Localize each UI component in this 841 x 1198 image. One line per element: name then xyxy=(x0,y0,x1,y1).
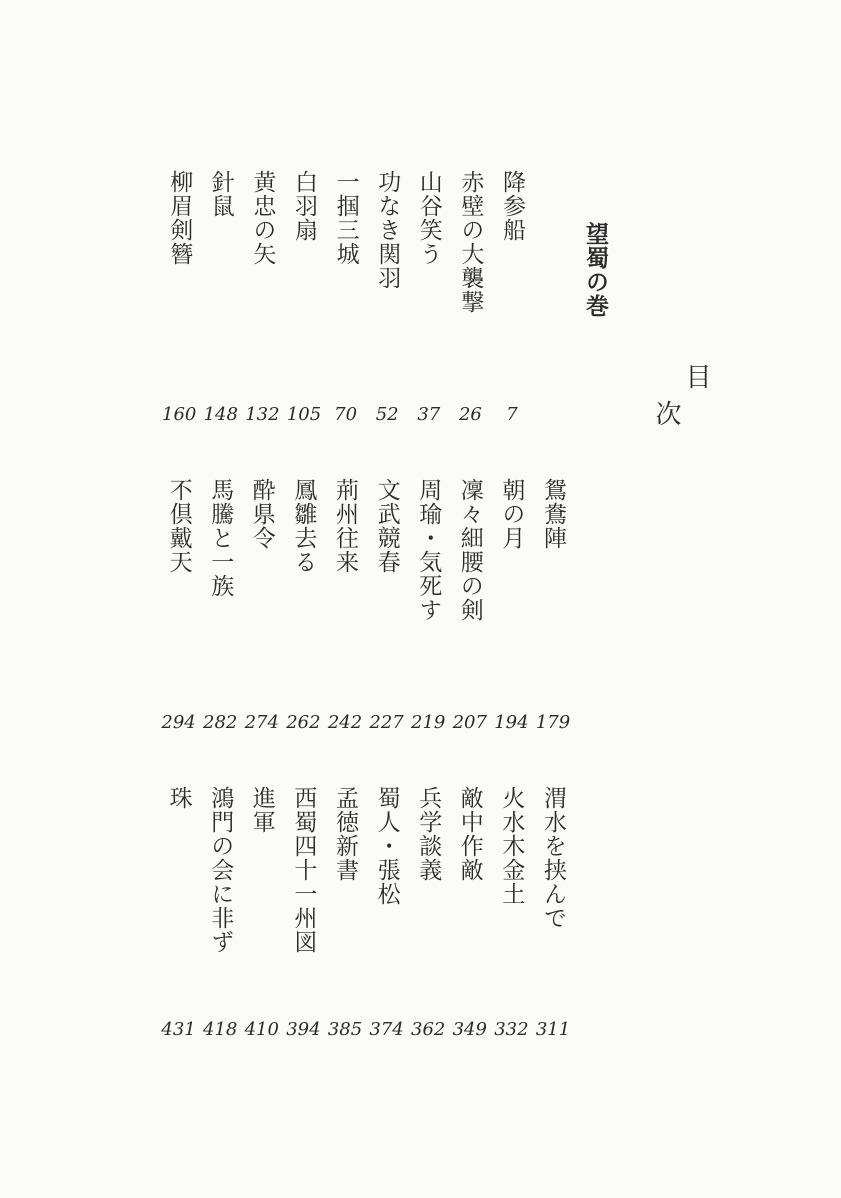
toc-entry-title: 針鼠 xyxy=(207,170,234,218)
toc-entry-title: 周瑜・気死す xyxy=(415,478,442,622)
toc-entry-title: 凜々細腰の剣 xyxy=(456,478,483,622)
toc-entry-page-number: 311 xyxy=(535,1019,571,1040)
toc-entry-page-number: 262 xyxy=(286,712,321,733)
toc-entry-title: 鴻門の会に非ず xyxy=(207,786,234,954)
toc-entry-title: 朝の月 xyxy=(498,478,525,550)
toc-entry-title: 黄忠の矢 xyxy=(249,170,276,266)
toc-entry-page-number: 362 xyxy=(411,1019,446,1040)
toc-entry-page-number: 227 xyxy=(369,712,404,733)
toc-entry-page-number: 274 xyxy=(244,712,279,733)
toc-entry-page-number: 7 xyxy=(506,404,518,425)
toc-entry-page-number: 410 xyxy=(244,1019,279,1040)
toc-entry-title: 孟徳新書 xyxy=(332,786,358,882)
toc-entry-page-number: 207 xyxy=(452,712,487,733)
toc-entry-page-number: 37 xyxy=(417,404,441,425)
toc-heading-char-1: 目 xyxy=(681,362,711,389)
toc-entry-title: 文武競春 xyxy=(373,478,400,574)
toc-entry-page-number: 431 xyxy=(161,1019,196,1040)
toc-entry-page-number: 105 xyxy=(286,404,322,425)
toc-entry-title: 渭水を挟んで xyxy=(540,786,566,930)
toc-entry-page-number: 160 xyxy=(162,404,197,425)
toc-entry-page-number: 418 xyxy=(203,1019,238,1040)
toc-entry-title: 荊州往来 xyxy=(332,478,358,574)
toc-entry-title: 功なき関羽 xyxy=(374,170,401,290)
toc-entry-title: 兵学談義 xyxy=(415,786,442,882)
toc-entry-page-number: 294 xyxy=(161,712,196,733)
toc-entry-title: 敵中作敵 xyxy=(456,786,483,882)
toc-entry-title: 山谷笑う xyxy=(415,170,442,266)
toc-entry-title: 白羽扇 xyxy=(291,170,317,242)
toc-entry-title: 一掴三城 xyxy=(332,170,359,266)
toc-entry-title: 酔県令 xyxy=(248,478,275,550)
toc-entry-title: 赤壁の大襲撃 xyxy=(457,170,484,314)
toc-entry-title: 珠 xyxy=(165,786,192,810)
toc-entry-page-number: 148 xyxy=(203,404,238,425)
toc-entry-page-number: 194 xyxy=(494,712,529,733)
toc-heading-char-2: 次 xyxy=(651,400,681,426)
toc-entry-page-number: 26 xyxy=(458,404,482,425)
toc-entry-page-number: 70 xyxy=(334,404,358,425)
volume-title: 望蜀の巻 xyxy=(582,222,609,318)
toc-entry-title: 鴛鴦陣 xyxy=(540,478,566,550)
toc-entry-title: 不倶戴天 xyxy=(165,478,192,574)
toc-entry-title: 蜀人・張松 xyxy=(373,786,400,906)
toc-entry-title: 西蜀四十一州図 xyxy=(290,786,317,954)
toc-entry-page-number: 374 xyxy=(369,1019,404,1040)
toc-entry-title: 鳳雛去る xyxy=(290,478,317,574)
toc-entry-page-number: 349 xyxy=(452,1019,487,1040)
toc-entry-title: 馬騰と一族 xyxy=(207,478,234,598)
toc-entry-title: 降参船 xyxy=(499,170,525,242)
toc-entry-page-number: 282 xyxy=(203,712,238,733)
toc-entry-title: 進軍 xyxy=(248,786,275,834)
toc-entry-page-number: 242 xyxy=(327,712,363,733)
toc-heading xyxy=(651,325,711,426)
toc-entry-page-number: 132 xyxy=(245,404,280,425)
toc-entry-page-number: 179 xyxy=(535,712,571,733)
toc-entry-title: 火水木金土 xyxy=(498,786,525,906)
toc-entry-page-number: 394 xyxy=(286,1019,321,1040)
toc-entry-page-number: 219 xyxy=(411,712,446,733)
toc-entry-page-number: 385 xyxy=(327,1019,363,1040)
toc-entry-page-number: 332 xyxy=(494,1019,529,1040)
toc-entry-page-number: 52 xyxy=(375,404,399,425)
toc-entry-title: 柳眉剣簪 xyxy=(166,170,193,266)
